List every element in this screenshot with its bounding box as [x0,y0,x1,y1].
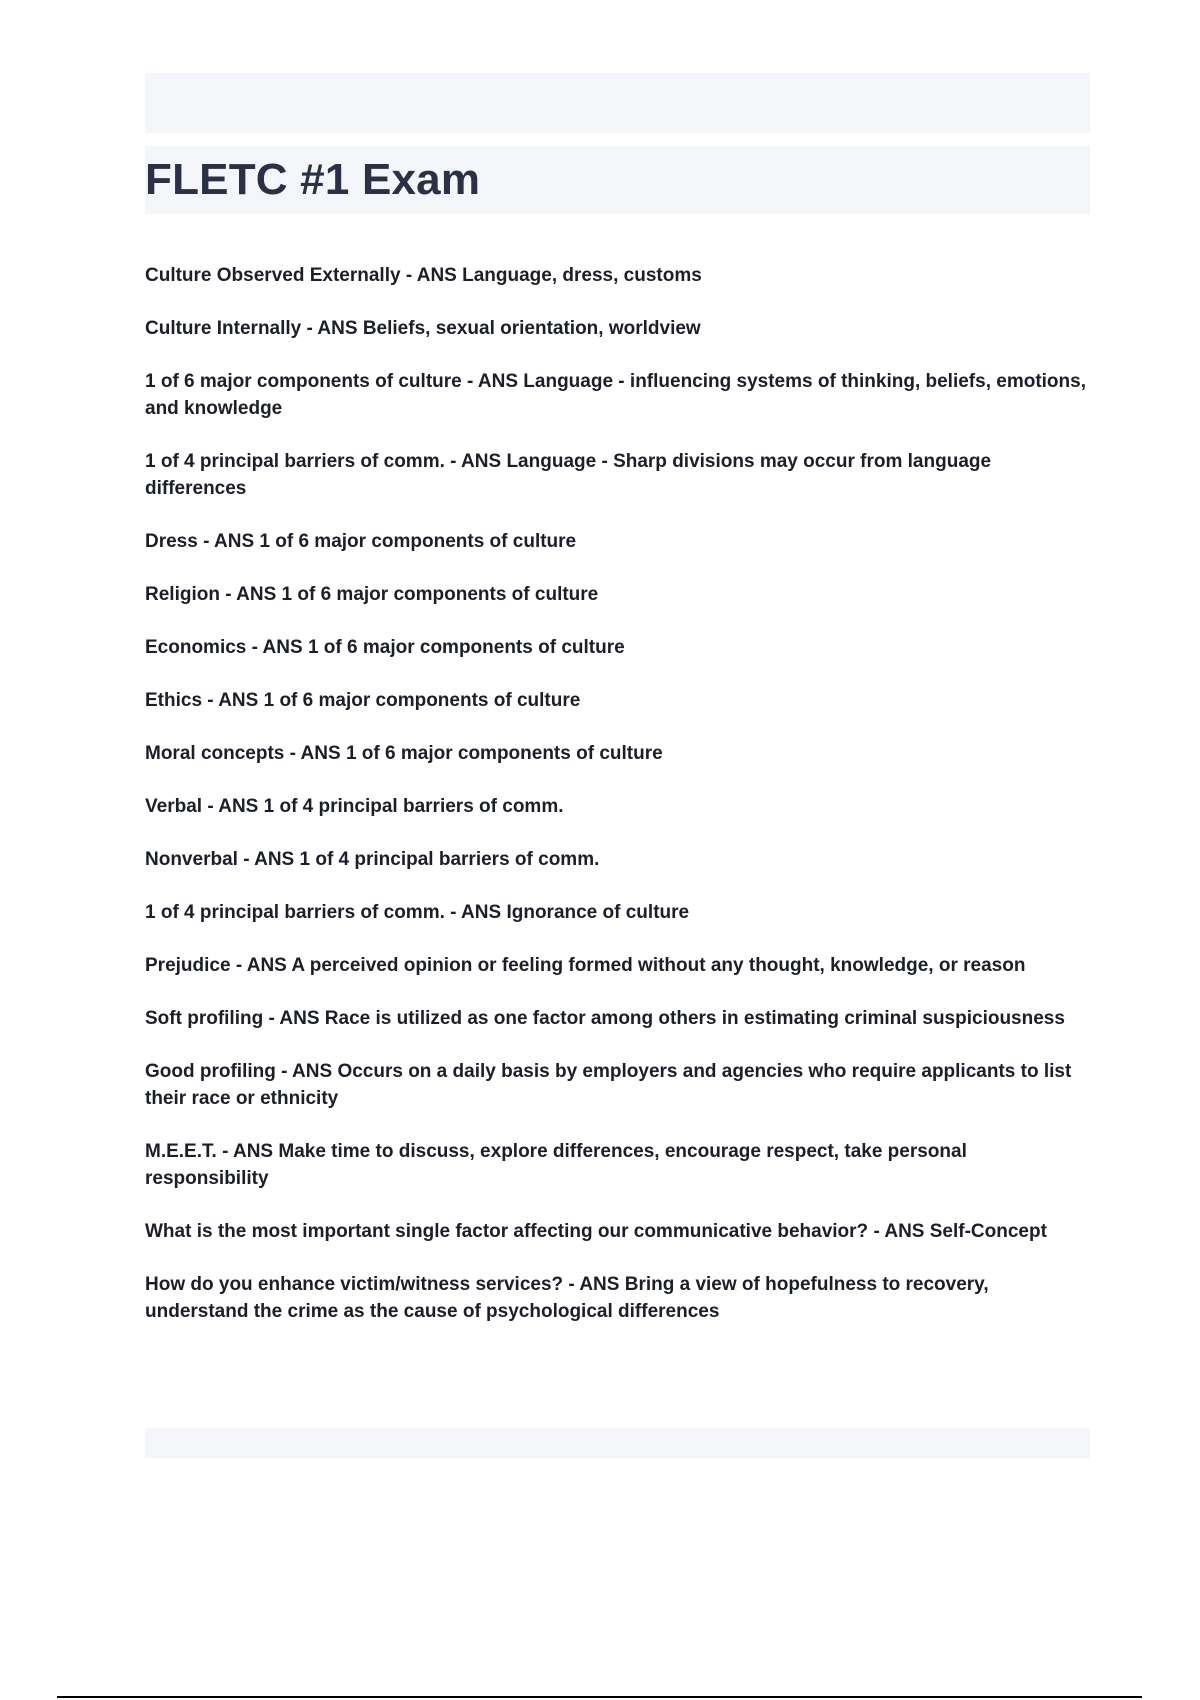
footer-band [145,1428,1090,1458]
qa-separator: - ANS [868,1221,930,1242]
qa-answer: 1 of 6 major components of culture [281,584,599,605]
qa-item [145,262,1090,289]
qa-separator: - ANS [237,849,300,870]
qa-answer: 1 of 6 major components of culture [259,531,577,552]
qa-separator: - ANS [263,1008,325,1029]
qa-answer: Beliefs, sexual orientation, worldview [362,318,701,339]
qa-term: How do you enhance victim/witness services? [145,1274,564,1295]
header-band [145,73,1090,133]
qa-separator: - ANS [246,637,308,658]
qa-term: Nonverbal [145,849,238,870]
qa-term: Prejudice [145,955,231,976]
qa-item [145,952,1090,979]
qa-term: Economics [145,637,247,658]
qa-item [145,1138,1090,1192]
qa-term: Soft profiling [145,1008,264,1029]
qa-item [145,1218,1090,1245]
qa-separator: - ANS [461,371,524,392]
qa-answer: Race is utilized as one factor among others in estimating criminal suspiciousness [324,1008,1065,1029]
qa-term: Ethics [145,690,203,711]
qa-answer: Occurs on a daily basis by employers and agencies who require applicants to list their race or ethnicity [145,1061,1072,1109]
qa-separator: - ANS [444,902,507,923]
qa-separator: - ANS [301,318,363,339]
qa-item [145,1058,1090,1112]
qa-term: 1 of 4 principal barriers of comm. [145,451,445,472]
document-title: FLETC #1 Exam [145,155,481,204]
qa-separator: - ANS [563,1274,625,1295]
qa-term: M.E.E.T. [145,1141,217,1162]
qa-term: Culture Observed Externally [145,265,401,286]
qa-separator: - ANS [400,265,463,286]
qa-term: Dress [145,531,198,552]
qa-term: 1 of 6 major components of culture [145,371,462,392]
qa-answer: 1 of 4 principal barriers of comm. [299,849,600,870]
qa-answer: Self-Concept [929,1221,1047,1242]
qa-item [145,581,1090,608]
qa-term: Verbal [145,796,203,817]
qa-item [145,368,1090,422]
qa-term: Religion [145,584,220,605]
qa-separator: - ANS [202,690,264,711]
qa-term: Good profiling [145,1061,276,1082]
qa-separator: - ANS [197,531,260,552]
qa-separator: - ANS [219,584,282,605]
title-band [145,146,1090,214]
qa-item [145,740,1090,767]
qa-list [145,262,1090,1351]
qa-item [145,793,1090,820]
qa-answer: Language - influencing systems of thinking, beliefs, emotions, and knowledge [145,371,1086,419]
qa-item [145,528,1090,555]
qa-term: Culture Internally [145,318,302,339]
qa-separator: - ANS [444,451,507,472]
qa-item [145,634,1090,661]
qa-answer: 1 of 4 principal barriers of comm. [263,796,564,817]
qa-separator: - ANS [216,1141,279,1162]
qa-answer: A perceived opinion or feeling formed without any thought, knowledge, or reason [291,955,1026,976]
qa-item [145,1271,1090,1325]
qa-answer: Bring a view of hopefulness to recovery, understand the crime as the cause of psychological differences [145,1274,989,1322]
qa-answer: 1 of 6 major components of culture [263,690,581,711]
qa-separator: - ANS [202,796,264,817]
qa-item [145,1005,1090,1032]
qa-answer: Language - Sharp divisions may occur from language differences [145,451,992,499]
qa-answer: Language, dress, customs [462,265,702,286]
qa-term: 1 of 4 principal barriers of comm. [145,902,445,923]
qa-term: Moral concepts [145,743,285,764]
qa-item [145,687,1090,714]
qa-item [145,899,1090,926]
qa-term: What is the most important single factor affecting our communicative behavior? [145,1221,869,1242]
qa-separator: - ANS [275,1061,338,1082]
qa-answer: 1 of 6 major components of culture [345,743,663,764]
qa-answer: Ignorance of culture [506,902,690,923]
qa-answer: Make time to discuss, explore differences, encourage respect, take personal responsibility [145,1141,967,1189]
qa-separator: - ANS [230,955,292,976]
qa-item [145,315,1090,342]
qa-item [145,846,1090,873]
qa-answer: 1 of 6 major components of culture [307,637,625,658]
qa-item [145,448,1090,502]
page-bottom-rule [57,1696,1142,1698]
qa-separator: - ANS [284,743,346,764]
